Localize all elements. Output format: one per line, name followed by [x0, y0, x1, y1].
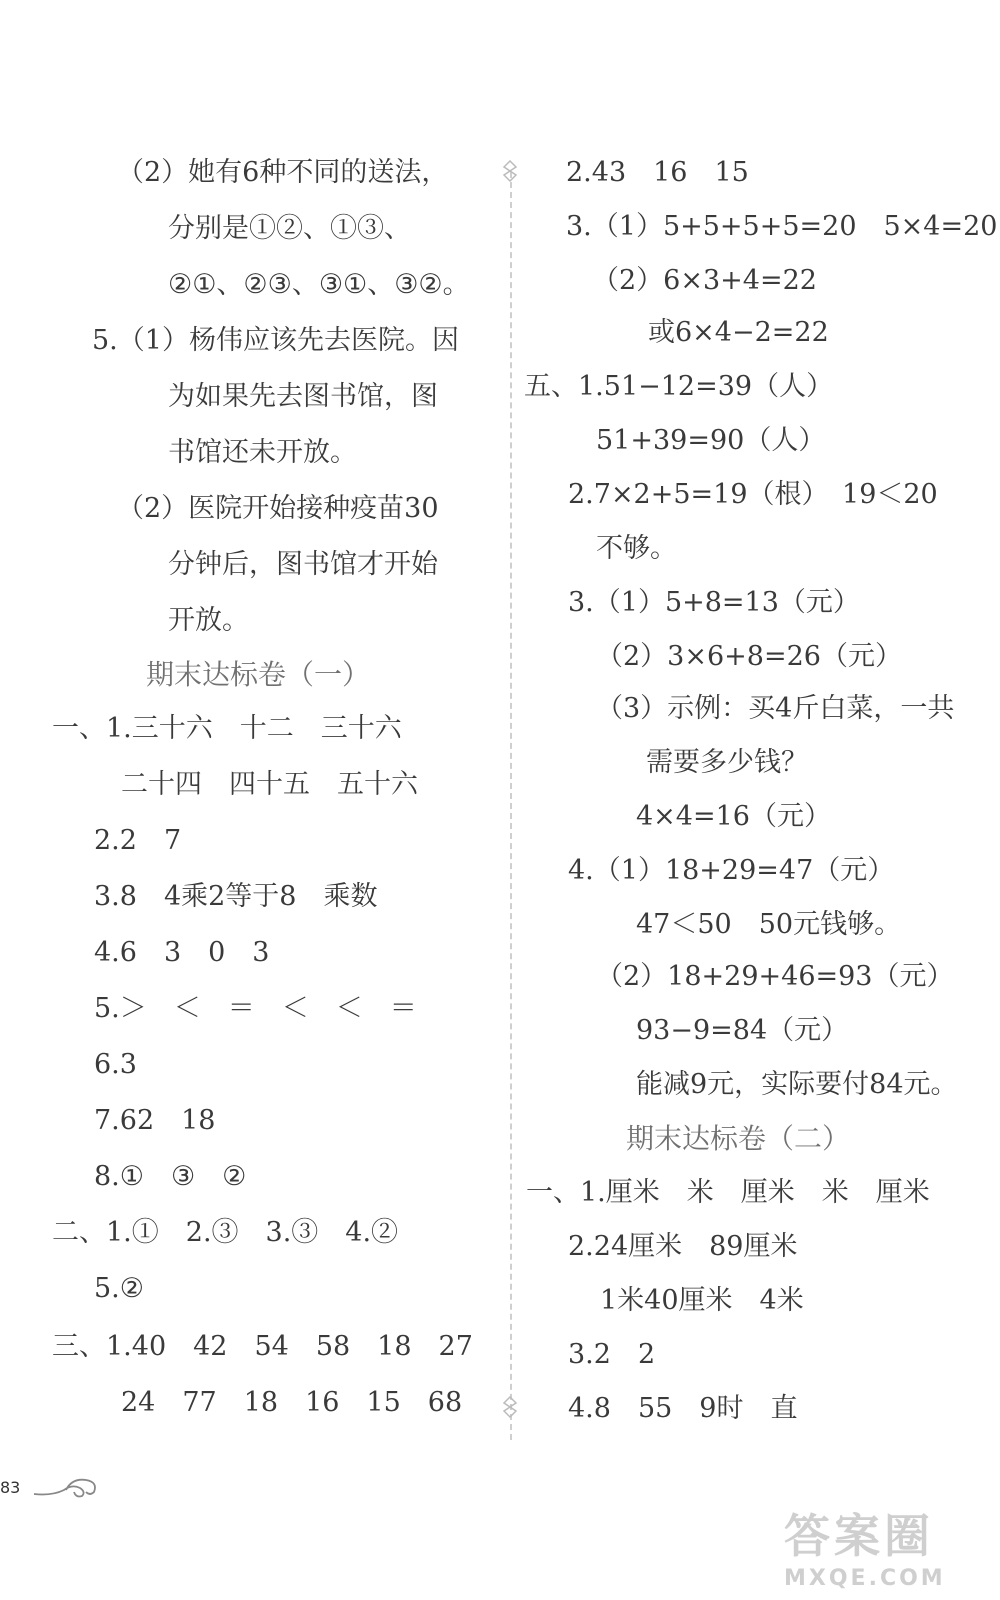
divider-ornament-top-icon — [502, 160, 518, 182]
watermark — [784, 1500, 984, 1590]
answer-line: 二、1.① 2.③ 3.③ 4.② — [52, 1217, 399, 1248]
answer-line: 分钟后，图书馆才开始 — [168, 549, 438, 580]
answer-line: 6.3 — [94, 1049, 137, 1080]
divider-ornament-bottom-icon — [502, 1396, 518, 1418]
answer-line: （2）6×3+4=22 — [592, 265, 817, 296]
answer-line: ②①、②③、③①、③②。 — [168, 269, 470, 300]
column-divider — [510, 172, 512, 1440]
answer-line: 4.（1）18+29=47（元） — [568, 855, 895, 886]
answer-line: 五、1.51−12=39（人） — [524, 371, 834, 402]
answer-line: 24 77 18 16 15 68 — [121, 1387, 463, 1418]
answer-line: 一、1.厘米 米 厘米 米 厘米 — [526, 1177, 930, 1208]
answer-line: 5.＞ ＜ ＝ ＜ ＜ ＝ — [94, 993, 417, 1024]
answer-line: 为如果先去图书馆，图 — [168, 381, 438, 412]
answer-line: 4.6 3 0 3 — [94, 937, 270, 968]
answer-line: 或6×4−2=22 — [648, 317, 829, 348]
answer-line: 不够。 — [596, 533, 677, 564]
section-title: 期末达标卷（一） — [146, 658, 371, 691]
answer-line: 8.① ③ ② — [94, 1161, 247, 1192]
answer-line: 书馆还未开放。 — [168, 437, 357, 468]
answer-line: 二十四 四十五 五十六 — [121, 769, 418, 800]
answer-line: （3）示例：买4斤白菜，一共 — [596, 693, 955, 724]
answer-line: 5.（1）杨伟应该先去医院。因 — [92, 325, 459, 356]
answer-line: （2）3×6+8=26（元） — [596, 641, 902, 672]
answer-line: 一、1.三十六 十二 三十六 — [52, 713, 402, 744]
answer-line: 3.8 4乘2等于8 乘数 — [94, 881, 378, 912]
answer-line: 47＜50 50元钱够。 — [636, 909, 902, 940]
answer-line: 5.② — [94, 1273, 144, 1304]
answer-line: 三、1.40 42 54 58 18 27 — [52, 1331, 473, 1362]
answer-line: 4.8 55 9时 直 — [568, 1393, 798, 1424]
answer-line: （2）18+29+46=93（元） — [596, 961, 954, 992]
answer-line: 分别是①②、①③、 — [168, 213, 411, 244]
answer-line: 2.24厘米 89厘米 — [568, 1231, 798, 1262]
section-title: 期末达标卷（二） — [626, 1122, 851, 1155]
answer-line: 3.2 2 — [568, 1339, 656, 1370]
page-number: 83 — [0, 1478, 21, 1497]
answer-line: 51+39=90（人） — [596, 425, 826, 456]
answer-line: 2.7×2+5=19（根） 19＜20 — [568, 479, 938, 510]
cloud-swirl-icon — [32, 1470, 102, 1500]
answer-line: 93−9=84（元） — [636, 1015, 849, 1046]
answer-line: 4×4=16（元） — [636, 801, 831, 832]
answer-line: （2）她有6种不同的送法， — [117, 157, 449, 188]
answer-line: 开放。 — [168, 605, 249, 636]
answer-line: 2.43 16 15 — [566, 157, 749, 188]
answer-line: 1米40厘米 4米 — [600, 1285, 804, 1316]
answer-line: 3.（1）5+8=13（元） — [568, 587, 860, 618]
answer-line: 需要多少钱？ — [646, 747, 808, 778]
watermark-logo: 答案圈 — [784, 1509, 934, 1563]
answer-line: 7.62 18 — [94, 1105, 216, 1136]
answer-line: 3.（1）5+5+5+5=20 5×4=20 — [566, 211, 998, 242]
answer-line: 2.2 7 — [94, 825, 182, 856]
watermark-url: MXQE.COM — [784, 1566, 946, 1591]
answer-line: （2）医院开始接种疫苗30 — [117, 493, 439, 524]
answer-line: 能减9元，实际要付84元。 — [636, 1069, 958, 1100]
